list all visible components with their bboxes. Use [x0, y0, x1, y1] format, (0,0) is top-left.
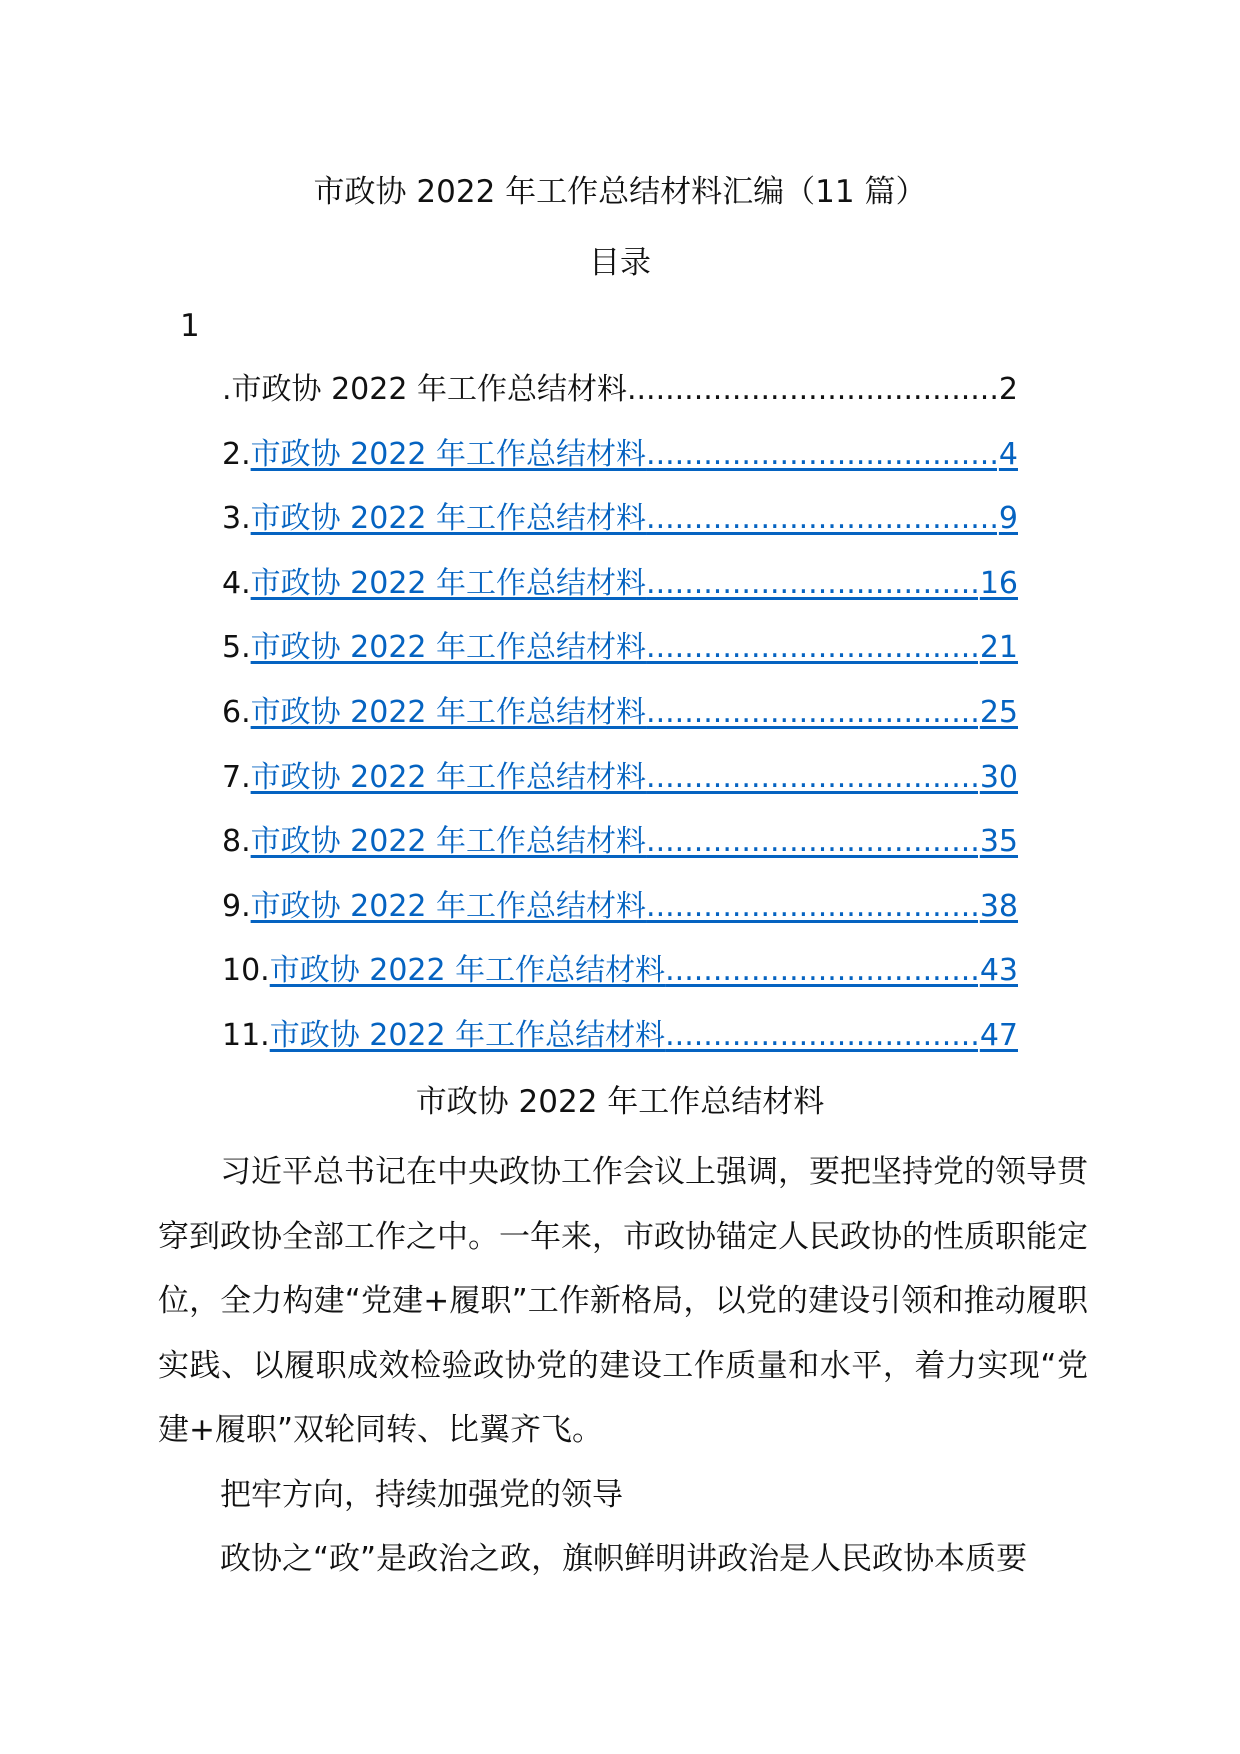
toc-item-1	[222, 370, 1018, 435]
toc-first-number: 1	[180, 308, 200, 344]
toc-item-text: 市政协 2022 年工作总结材料	[250, 630, 647, 666]
toc-page-number: 9	[998, 501, 1018, 537]
toc-item-text: 市政协 2022 年工作总结材料	[269, 1017, 666, 1053]
toc-leader-dots	[646, 887, 978, 927]
toc-leader-dots	[646, 628, 978, 668]
toc-item-prefix: 11.	[222, 1017, 270, 1053]
toc-page-number: 4	[998, 436, 1018, 472]
toc-item-prefix: 9.	[222, 888, 251, 924]
toc-page-number: 47	[979, 1017, 1018, 1053]
toc-link[interactable]	[251, 758, 1018, 798]
toc-item-prefix: 6.	[222, 694, 251, 730]
toc-item-6	[222, 693, 1018, 758]
toc-item-9	[222, 887, 1018, 952]
toc-item-text: 市政协 2022 年工作总结材料	[250, 694, 647, 730]
toc-item-text: 市政协 2022 年工作总结材料	[250, 436, 647, 472]
section-title: 市政协 2022 年工作总结材料	[415, 1084, 825, 1120]
toc-item-text: 市政协 2022 年工作总结材料	[250, 759, 647, 795]
toc-leader-dots	[646, 822, 978, 862]
toc-page-number: 30	[979, 759, 1018, 795]
toc-item-prefix: 3.	[222, 501, 251, 537]
toc-item-11	[222, 1016, 1018, 1081]
toc-leader-dots	[646, 499, 997, 539]
toc-leader-dots	[646, 435, 997, 475]
toc-link[interactable]	[251, 693, 1018, 733]
toc-link[interactable]	[251, 822, 1018, 862]
paragraph: 习近平总书记在中央政协工作会议上强调，要把坚持党的领导贯穿到政协全部工作之中。一年来，市政协锚定人民政协的性质职能定位，全力构建“党建+履职”工作新格局，以党的建设引领和推动履职实践、以履职成效检验政协党的建设工作质量和水平，着力实现“党建+履职”双轮同转、比翼齐飞。	[158, 1154, 1088, 1448]
toc-item-text: 市政协 2022 年工作总结材料	[269, 953, 666, 989]
toc-item-prefix: 5.	[222, 630, 251, 666]
toc-item-prefix: 4.	[222, 565, 251, 601]
toc-item-text: 市政协 2022 年工作总结材料	[250, 824, 647, 860]
toc-item-text: 市政协 2022 年工作总结材料	[250, 565, 647, 601]
toc-link[interactable]	[251, 435, 1018, 475]
body-text	[158, 1140, 1088, 1592]
toc-page-number: 21	[979, 630, 1018, 666]
toc-item-text: 市政协 2022 年工作总结材料	[250, 501, 647, 537]
toc-page-number: 38	[979, 888, 1018, 924]
toc-entry	[222, 370, 1018, 410]
toc-leader-dots	[646, 564, 978, 604]
toc-page-number: 35	[979, 824, 1018, 860]
toc-item-prefix: 8.	[222, 824, 251, 860]
toc-item-4	[222, 564, 1018, 629]
toc-link[interactable]	[270, 951, 1018, 991]
toc-page-number: 43	[979, 953, 1018, 989]
toc-item-2	[222, 435, 1018, 500]
toc-page-number: 2	[998, 372, 1018, 407]
paragraph: 政协之“政”是政治之政，旗帜鲜明讲政治是人民政协本质要	[220, 1541, 1028, 1577]
toc-page-number: 16	[979, 565, 1018, 601]
toc-leader-dots	[665, 1016, 978, 1056]
toc-item-text: .市政协 2022 年工作总结材料	[222, 372, 627, 407]
toc-leader-dots	[646, 758, 978, 798]
toc-link[interactable]	[270, 1016, 1018, 1056]
toc-item-10	[222, 951, 1018, 1016]
toc-item-3	[222, 499, 1018, 564]
toc-page-number: 25	[979, 694, 1018, 730]
toc-item-5	[222, 628, 1018, 693]
toc-leader-dots	[627, 370, 997, 410]
toc-link[interactable]	[251, 887, 1018, 927]
toc-link[interactable]	[251, 628, 1018, 668]
toc-item-prefix: 10.	[222, 953, 270, 989]
table-of-contents	[222, 370, 1018, 1081]
toc-heading: 目录	[589, 245, 651, 281]
toc-item-prefix: 2.	[222, 436, 251, 472]
toc-item-7	[222, 758, 1018, 823]
toc-link[interactable]	[251, 499, 1018, 539]
toc-leader-dots	[665, 951, 978, 991]
toc-item-text: 市政协 2022 年工作总结材料	[250, 888, 647, 924]
document-title: 市政协 2022 年工作总结材料汇编（11 篇）	[313, 174, 927, 210]
paragraph: 把牢方向，持续加强党的领导	[220, 1476, 623, 1513]
toc-link[interactable]	[251, 564, 1018, 604]
toc-item-8	[222, 822, 1018, 887]
toc-leader-dots	[646, 693, 978, 733]
toc-item-prefix: 7.	[222, 759, 251, 795]
